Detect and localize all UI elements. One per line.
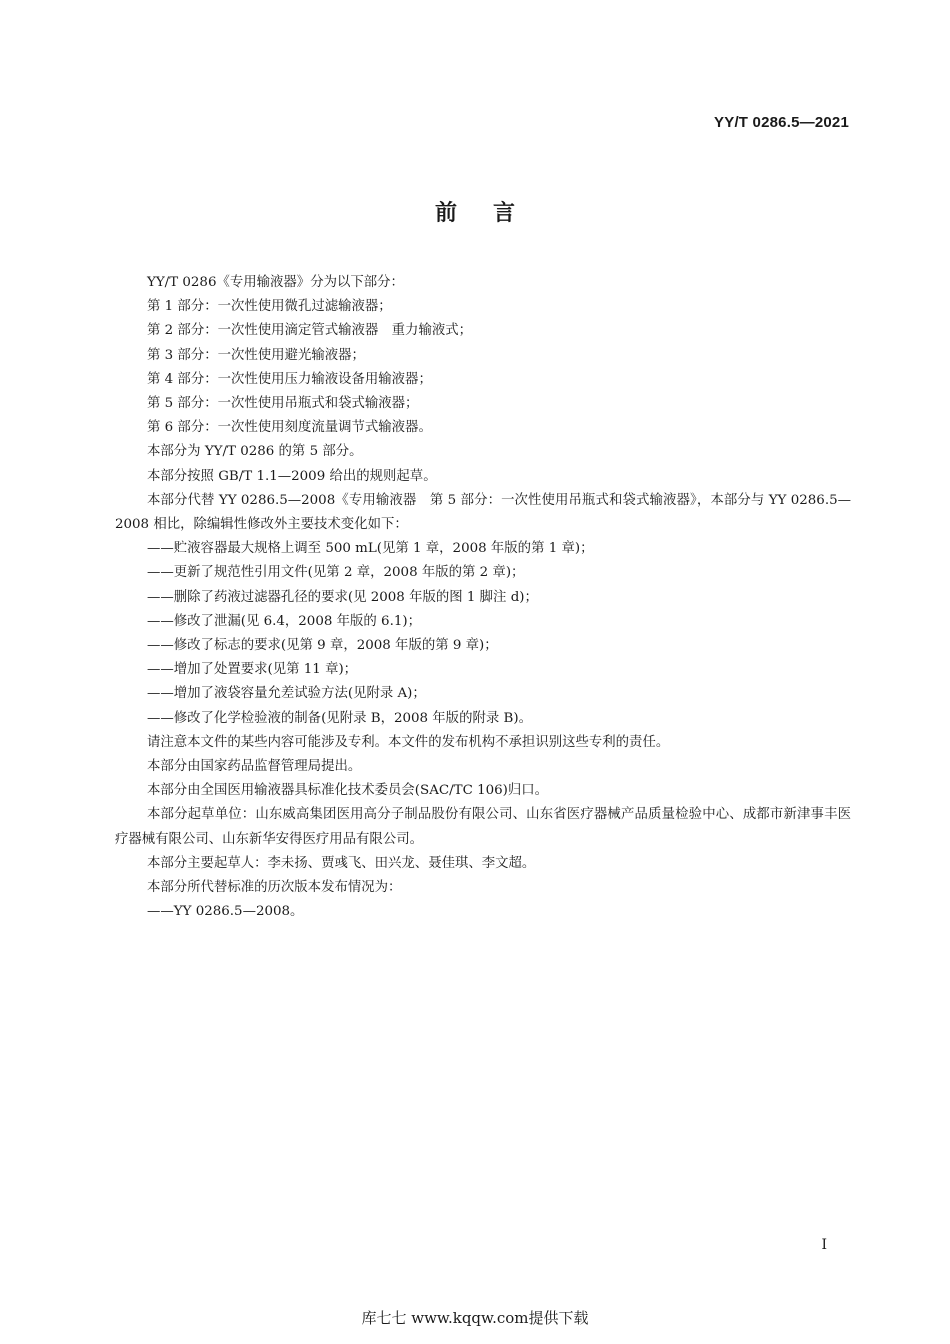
paragraph: 本部分所代替标准的历次版本发布情况为： bbox=[147, 880, 402, 896]
paragraph: YY/T 0286《专用输液器》分为以下部分： bbox=[147, 275, 404, 290]
change-item: ——更新了规范性引用文件(见第 2 章，2008 年版的第 2 章)； bbox=[147, 565, 525, 581]
change-item: ——YY 0286.5—2008。 bbox=[147, 904, 304, 920]
paragraph: 第 1 部分：一次性使用微孔过滤输液器； bbox=[147, 299, 392, 315]
page-number: I bbox=[821, 1237, 827, 1253]
change-item: ——增加了液袋容量允差试验方法(见附录 A)； bbox=[147, 686, 426, 702]
paragraph: 第 6 部分：一次性使用刻度流量调节式输液器。 bbox=[147, 420, 432, 436]
paragraph: 本部分由国家药品监督管理局提出。 bbox=[147, 759, 362, 775]
change-item: ——修改了标志的要求(见第 9 章，2008 年版的第 9 章)； bbox=[147, 638, 498, 654]
paragraph: 请注意本文件的某些内容可能涉及专利。本文件的发布机构不承担识别这些专利的责任。 bbox=[147, 734, 670, 750]
paragraph: 第 4 部分：一次性使用压力输液设备用输液器； bbox=[147, 371, 432, 387]
paragraph: 本部分为 YY/T 0286 的第 5 部分。 bbox=[147, 444, 363, 460]
paragraph: 本部分主要起草人：李未扬、贾彧飞、田兴龙、聂佳琪、李文超。 bbox=[147, 855, 536, 871]
paragraph: 第 2 部分：一次性使用滴定管式输液器 重力输液式； bbox=[147, 323, 473, 339]
change-item: ——贮液容器最大规格上调至 500 mL(见第 1 章，2008 年版的第 1 章)； bbox=[147, 541, 594, 557]
paragraph: 本部分由全国医用输液器具标准化技术委员会(SAC/TC 106)归口。 bbox=[147, 783, 549, 799]
change-item: ——修改了化学检验液的制备(见附录 B，2008 年版的附录 B)。 bbox=[147, 710, 532, 726]
paragraph: 本部分起草单位：山东威高集团医用高分子制品股份有限公司、山东省医疗器械产品质量检验中心、成都市新津事丰医疗器械有限公司、山东新华安得医疗用品有限公司。 bbox=[115, 807, 851, 847]
paragraph: 第 5 部分：一次性使用吊瓶式和袋式输液器； bbox=[147, 396, 419, 412]
document-code: YY/T 0286.5—2021 bbox=[714, 114, 849, 131]
paragraph: 本部分代替 YY 0286.5—2008《专用输液器 第 5 部分：一次性使用吊瓶式和袋式输液器》，本部分与 YY 0286.5—2008 相比，除编辑性修改外主要技术变化如下： bbox=[115, 492, 851, 533]
change-item: ——删除了药液过滤器孔径的要求(见 2008 年版的图 1 脚注 d)； bbox=[147, 589, 538, 605]
paragraph: 本部分按照 GB/T 1.1—2009 给出的规则起草。 bbox=[147, 468, 437, 484]
page-title: 前言 bbox=[434, 201, 551, 226]
download-footer: 库七七 www.kqqw.com提供下载 bbox=[361, 1309, 589, 1327]
change-item: ——修改了泄漏(见 6.4，2008 年版的 6.1)； bbox=[147, 613, 421, 629]
foreword-body bbox=[115, 271, 851, 924]
paragraph: 第 3 部分：一次性使用避光输液器； bbox=[147, 347, 365, 363]
change-item: ——增加了处置要求(见第 11 章)； bbox=[147, 662, 358, 678]
